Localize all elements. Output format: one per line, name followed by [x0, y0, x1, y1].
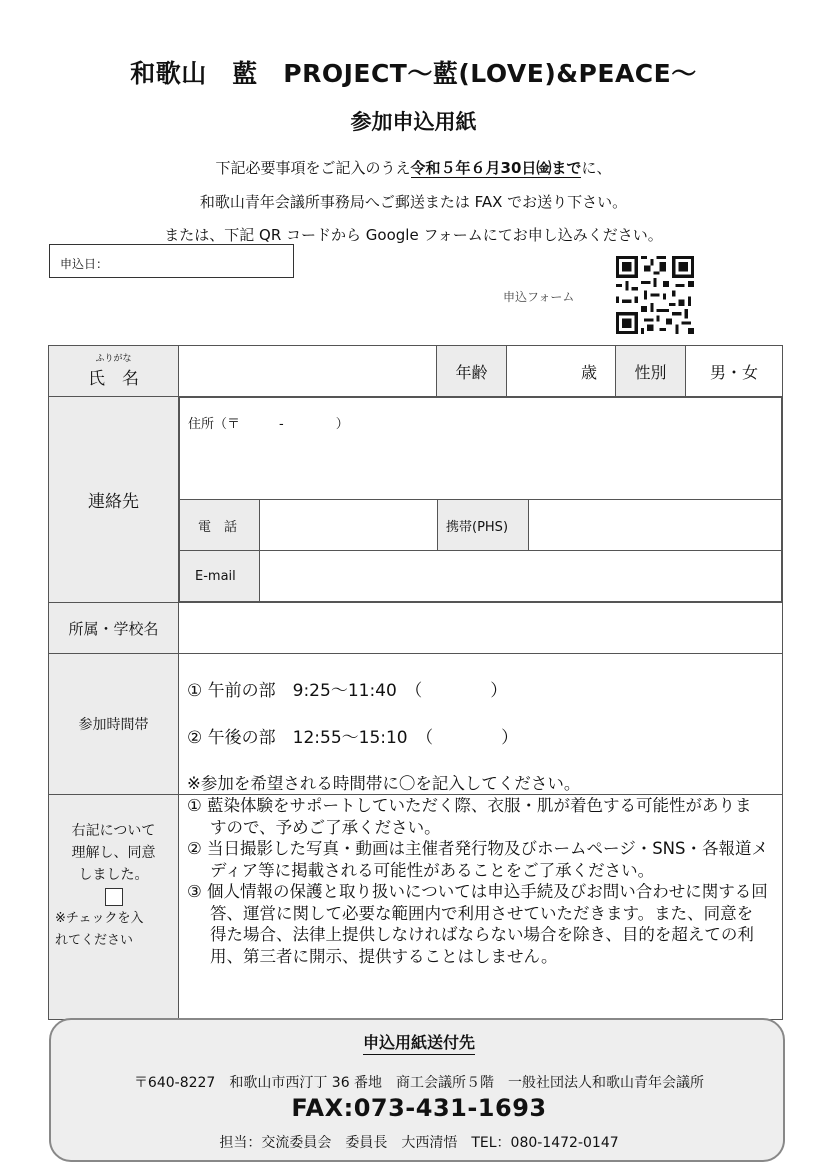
note-2: ② 当日撮影した写真・動画は主催者発行物及びホームページ・SNS・各報道メディア等に掲載される可能性があることをご了承ください。: [187, 839, 768, 880]
time-block: [179, 654, 783, 795]
footer-title-text: 申込用紙送付先: [363, 1033, 475, 1055]
intro-line-1-post: に、: [581, 159, 612, 177]
email-label: E-mail: [180, 551, 260, 602]
qr-form-label: 申込フォーム: [503, 290, 575, 304]
notes-block: [179, 795, 783, 1020]
intro-line-1: [0, 157, 827, 178]
email-field[interactable]: [260, 551, 782, 602]
address-label: 住所（〒 - ）: [188, 417, 349, 432]
agreement-cell: [49, 795, 179, 1020]
age-label: 年齢: [437, 346, 507, 397]
gender-options[interactable]: 男・女: [686, 346, 783, 397]
footer-address: 〒640-8227 和歌山市西汀丁 36 番地 商工会議所５階 一般社団法人和歌山青年会議所: [133, 1075, 705, 1091]
name-label-cell: [49, 346, 179, 397]
intro-line-1-pre: 下記必要事項をご記入のうえ: [215, 159, 411, 177]
phone-label: 電 話: [180, 500, 260, 551]
agree-label-3: しました。: [78, 867, 149, 883]
phone-field[interactable]: [260, 500, 438, 551]
mobile-field[interactable]: [529, 500, 782, 551]
time-label: 参加時間帯: [49, 654, 179, 795]
agree-checkbox[interactable]: [105, 888, 123, 906]
agree-check-note-1: ※チェックを入: [55, 911, 144, 926]
document-subtitle: 参加申込用紙: [350, 110, 477, 134]
qr-code-icon[interactable]: [616, 256, 694, 334]
agree-check-note-2: れてください: [55, 933, 134, 948]
mobile-label: 携帯(PHS): [438, 500, 529, 551]
application-date-label: 申込日：: [60, 257, 109, 271]
agree-label-1: 右記について: [71, 823, 156, 839]
deadline: 令和５年６月30日㈮まで: [410, 159, 582, 177]
note-3: ③ 個人情報の保護と取り扱いについては申込手続及びお問い合わせに関する回答、運営に関して必要な範囲内で利用させていただきます。また、同意を得た場合、法律上提供しなければならない場合を除き、目的を超えての利用、第三者に開示、提供することはしません。: [187, 882, 768, 966]
footer-contact: 担当：交流委員会 委員長 大西清悟 TEL：080-1472-0147: [219, 1135, 619, 1151]
contact-block: [179, 397, 783, 603]
affiliation-field[interactable]: [179, 603, 783, 654]
name-field[interactable]: [179, 346, 437, 397]
application-date-box[interactable]: [49, 244, 294, 278]
agree-label-2: 理解し、同意: [71, 845, 156, 861]
name-ruby: ふりがな: [95, 353, 132, 364]
time-option-afternoon[interactable]: ② 午後の部 12:55～15:10 （ ）: [187, 728, 519, 748]
document-title: 和歌山 藍 PROJECT～藍(LOVE)&PEACE～: [130, 59, 697, 88]
time-option-morning[interactable]: ① 午前の部 9:25～11:40 （ ）: [187, 681, 508, 701]
intro-line-3: または、下記 QR コードから Google フォームにてお申し込みください。: [164, 226, 663, 244]
name-label: 氏 名: [88, 368, 139, 389]
intro-line-2: 和歌山青年会議所事務局へご郵送または FAX でお送り下さい。: [199, 193, 628, 211]
note-1: ① 藍染体験をサポートしていただく際、衣服・肌が着色する可能性がありますので、予めご了承ください。: [187, 796, 752, 837]
contact-label: 連絡先: [49, 397, 179, 603]
age-unit: 歳: [580, 362, 597, 382]
address-field[interactable]: [180, 398, 782, 500]
time-note: ※参加を希望される時間帯に〇を記入してください。: [187, 774, 581, 793]
age-field[interactable]: [507, 346, 616, 397]
footer-fax: FAX:073-431-1693: [291, 1094, 547, 1122]
submission-destination-box: [49, 1018, 785, 1162]
gender-label: 性別: [616, 346, 686, 397]
application-form: [48, 345, 783, 1020]
footer-title: [51, 1030, 787, 1053]
affiliation-label: 所属・学校名: [49, 603, 179, 654]
